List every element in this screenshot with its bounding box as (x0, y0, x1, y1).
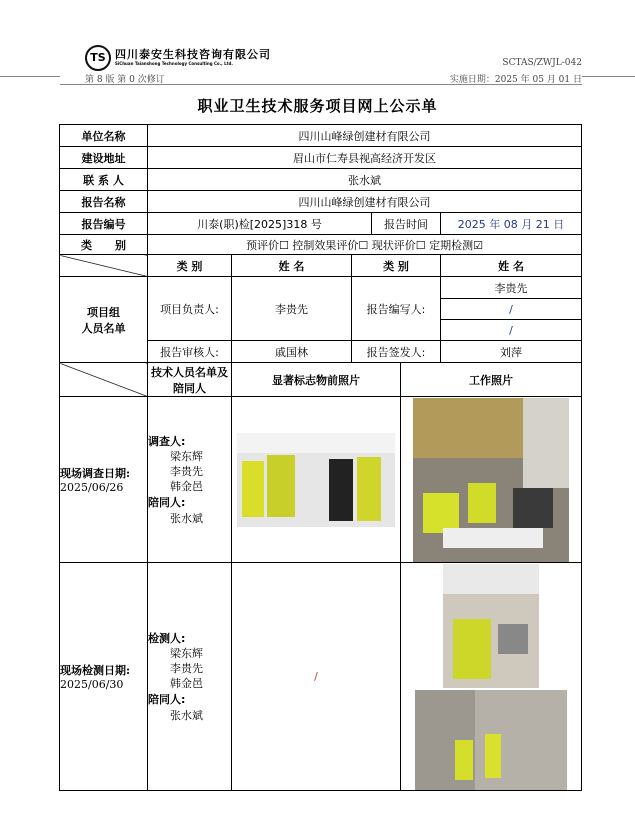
work-photo (415, 690, 567, 790)
address-value: 眉山市仁寿县视高经济开发区 (148, 147, 582, 169)
report-name-label: 报告名称 (60, 191, 148, 213)
escort-label: 陪同人: (148, 496, 186, 509)
doc-code: SCTAS/ZWJL-042 (502, 58, 582, 68)
report-time-label: 报告时间 (372, 213, 441, 235)
company-name-en: SiChuan Taianshong Technology Consulting Co., Ltd. (115, 61, 233, 66)
divider (582, 76, 635, 77)
staff-name: 梁东辉 (170, 647, 203, 660)
escort-name: 张水斌 (170, 512, 203, 525)
work-photo (443, 564, 539, 688)
address-label: 建设地址 (60, 147, 148, 169)
landmark-photo (237, 433, 395, 527)
category-options: 预评价☐ 控制效果评价☐ 现状评价☐ 定期检测☑ (148, 235, 582, 255)
col-name: 姓 名 (232, 255, 352, 277)
report-no-label: 报告编号 (60, 213, 148, 235)
writer-label: 报告编写人: (352, 277, 441, 341)
reviewer-label: 报告审核人: (148, 341, 232, 363)
landmark-placeholder: / (232, 563, 401, 791)
col-category: 类 别 (352, 255, 441, 277)
company-logo: TS (85, 45, 111, 71)
issuer-name: 刘萍 (441, 341, 582, 363)
report-time-value: 2025 年 08 月 21 日 (441, 213, 582, 235)
diagonal-cell (60, 255, 148, 277)
effective-date: 实施日期：2025 年 05 月 01 日 (449, 75, 582, 85)
col-staff: 技术人员名单及陪同人 (148, 363, 232, 397)
col-landmark: 显著标志物前照片 (232, 363, 401, 397)
category-label: 类 别 (60, 235, 148, 255)
writer-name: 李贵先 (441, 277, 582, 299)
test-staff-label: 检测人: (148, 632, 186, 645)
issuer-label: 报告签发人: (352, 341, 441, 363)
unit-value: 四川山峰绿创建材有限公司 (148, 125, 582, 147)
divider (0, 76, 60, 77)
team-label: 项目组 人员名单 (60, 277, 148, 363)
contact-value: 张水斌 (148, 169, 582, 191)
staff-name: 李贵先 (170, 662, 203, 675)
escort-name: 张水斌 (170, 709, 203, 722)
leader-name: 李贵先 (232, 277, 352, 341)
col-name: 姓 名 (441, 255, 582, 277)
survey-date: 2025/06/26 (60, 481, 124, 494)
col-work: 工作照片 (401, 363, 582, 397)
divider (60, 84, 582, 85)
unit-label: 单位名称 (60, 125, 148, 147)
diagonal-cell (60, 363, 148, 397)
notice-table (59, 124, 582, 791)
test-date: 2025/06/30 (60, 678, 124, 691)
staff-name: 韩金邑 (170, 677, 203, 690)
page-title: 职业卫生技术服务项目网上公示单 (197, 97, 438, 115)
company-name: 四川泰安生科技咨询有限公司 (115, 48, 271, 61)
escort-label: 陪同人: (148, 693, 186, 706)
writer-name: / (441, 299, 582, 320)
leader-label: 项目负责人: (148, 277, 232, 341)
reviewer-name: 戚国林 (232, 341, 352, 363)
col-category: 类 别 (148, 255, 232, 277)
writer-name: / (441, 320, 582, 341)
survey-staff-label: 调查人: (148, 435, 186, 448)
contact-label: 联 系 人 (60, 169, 148, 191)
report-no-value: 川泰(职)检[2025]318 号 (148, 213, 372, 235)
test-date-label: 现场检测日期: (60, 664, 131, 677)
version: 第 8 版 第 0 次修订 (85, 75, 165, 85)
report-name-value: 四川山峰绿创建材有限公司 (148, 191, 582, 213)
staff-name: 李贵先 (170, 465, 203, 478)
staff-name: 梁东辉 (170, 450, 203, 463)
staff-name: 韩金邑 (170, 480, 203, 493)
work-photo (413, 398, 569, 562)
survey-date-label: 现场调查日期: (60, 467, 131, 480)
